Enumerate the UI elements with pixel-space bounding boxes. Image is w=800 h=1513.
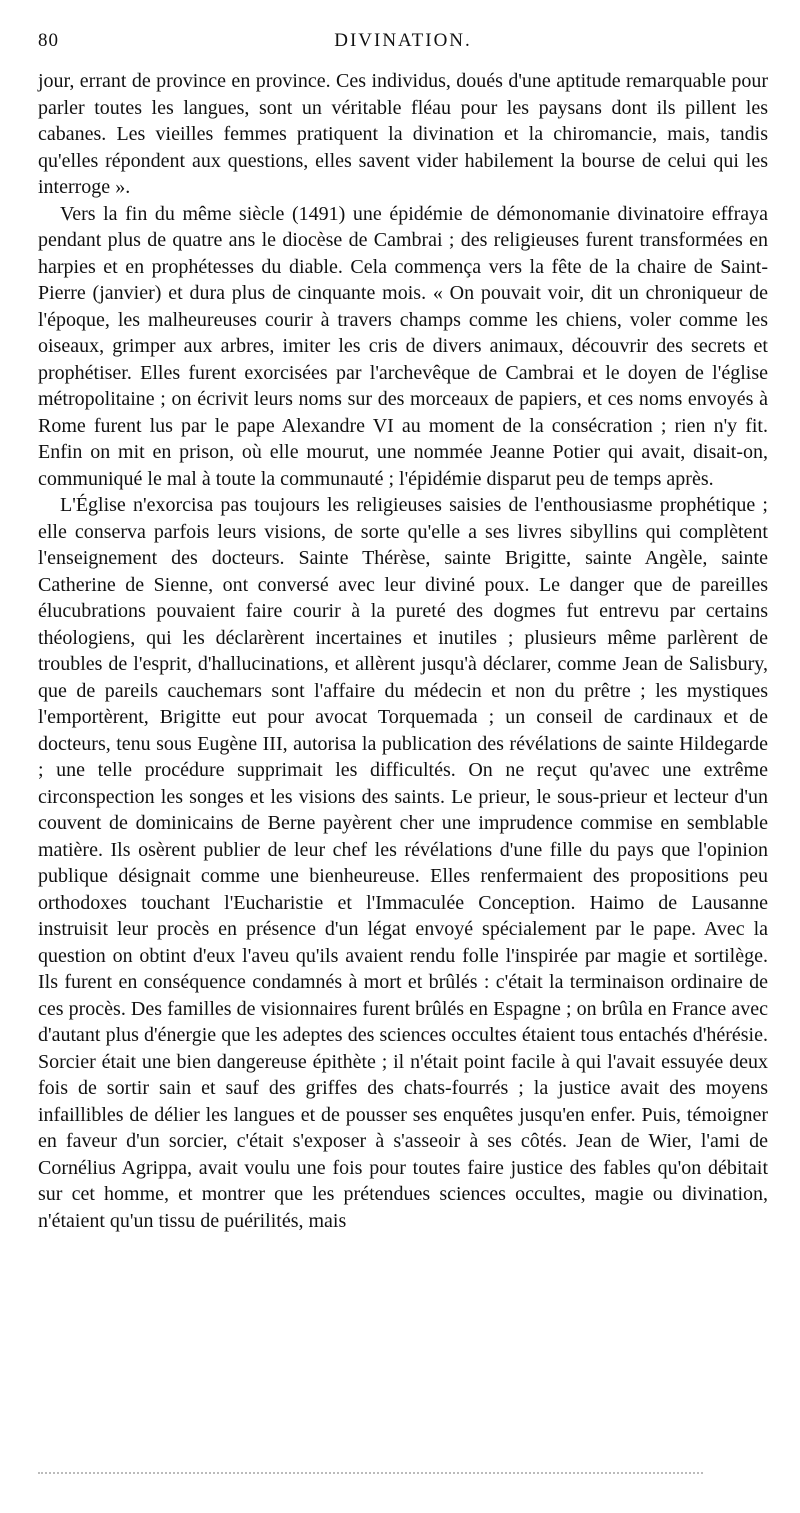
running-title: DIVINATION.	[334, 30, 472, 51]
book-page	[38, 30, 768, 1234]
paragraph-church-visions: L'Église n'exorcisa pas toujours les religieuses saisies de l'enthousiasme prophétique ; elle conserva parfois leurs visions, de sorte qu'elle a ses livres sibyllins qui complètent l'enseignement des docteurs. Sainte Thérèse, sainte Brigitte, sainte Angèle, sainte Catherine de Sienne, ont conversé avec leur diviné poux. Le danger que de pareilles élucubrations pouvaient faire courir à la pureté des dogmes fut entrevu par certains théologiens, qui les déclarèrent incertaines et inutiles ; plusieurs même parlèrent de troubles de l'esprit, d'hallucinations, et allèrent jusqu'à déclarer, comme Jean de Salisbury, que de pareils cauchemars sont l'affaire du médecin et non du prêtre ; les mystiques l'emportèrent, Brigitte eut pour avocat Torquemada ; un conseil de cardinaux et de docteurs, tenu sous Eugène III, autorisa la publication des révélations de sainte Hildegarde ; une telle procédure supprimait les difficultés. On ne reçut qu'avec une extrême circonspection les songes et les visions des saints. Le prieur, le sous-prieur et lecteur d'un couvent de dominicains de Berne payèrent cher une imprudence commise en semblable matière. Ils osèrent publier de leur chef les révélations d'une fille du pays que l'opinion publique désignait comme une bienheureuse. Elles renfermaient des propositions peu orthodoxes touchant l'Eucharistie et l'Immaculée Conception. Haimo de Lausanne instruisit leur procès en présence d'un légat envoyé spécialement par le pape. Avec la question on obtint d'eux l'aveu qu'ils avaient rendu folle l'inspirée par magie et sortilège. Ils furent en conséquence condamnés à mort et brûlés : c'était la terminaison ordinaire de ces procès. Des familles de visionnaires furent brûlés en Espagne ; on brûla en France avec d'autant plus d'énergie que les adeptes des sciences occultes étaient tous entachés d'hérésie. Sorcier était une bien dangereuse épithète ; il n'était point facile à qui l'avait essuyée deux fois de sortir sain et sauf des griffes des chats-fourrés ; la justice avait des moyens infaillibles de délier les langues et de pousser ses enquêtes jusqu'en enfer. Puis, témoigner en faveur d'un sorcier, c'était s'exposer à s'asseoir à ses côtés. Jean de Wier, l'ami de Cornélius Agrippa, avait voulu une fois pour toutes faire justice des fables qu'on débitait sur cet homme, et montrer que les prétendues sciences occultes, magie ou divination, n'étaient qu'un tissu de puérilités, mais	[38, 494, 768, 1232]
page-header	[38, 30, 768, 60]
paragraph-cambrai-epidemic: Vers la fin du même siècle (1491) une épidémie de démonomanie divinatoire effraya pendant plus de quatre ans le diocèse de Cambrai ; des religieuses furent transformées en harpies et en prophétesses du diable. Cela commença vers la fête de la chaire de Saint-Pierre (janvier) et dura plus de cinquante mois. « On pouvait voir, dit un chroniqueur de l'époque, les malheureuses courir à travers champs comme les chiens, voler comme les oiseaux, grimper aux arbres, imiter les cris de divers animaux, découvrir des secrets et prophétiser. Elles furent exorcisées par l'archevêque de Cambrai et le doyen de l'église métropolitaine ; on écrivit leurs noms sur des morceaux de papiers, et ces noms envoyés à Rome furent lus par le pape Alexandre VI au moment de la consécration ; rien n'y fit. Enfin on mit en prison, où elle mourut, une nommée Jeanne Potier qui avait, disait-on, communiqué le mal à toute la communauté ; l'épidémie disparut peu de temps après.	[38, 202, 768, 490]
paragraph-continuation: jour, errant de province en province. Ces individus, doués d'une aptitude remarquable pour parler toutes les langues, sont un véritable fléau pour les paysans dont ils pillent les cabanes. Les vieilles femmes pratiquent la divination et la chiromancie, mais, tandis qu'elles répondent aux questions, elles savent vider habilement la bourse de celui qui les interroge ».	[38, 70, 768, 198]
body-text	[38, 68, 768, 1234]
footer-dotted-rule	[38, 1472, 703, 1474]
page-number: 80	[38, 30, 59, 51]
